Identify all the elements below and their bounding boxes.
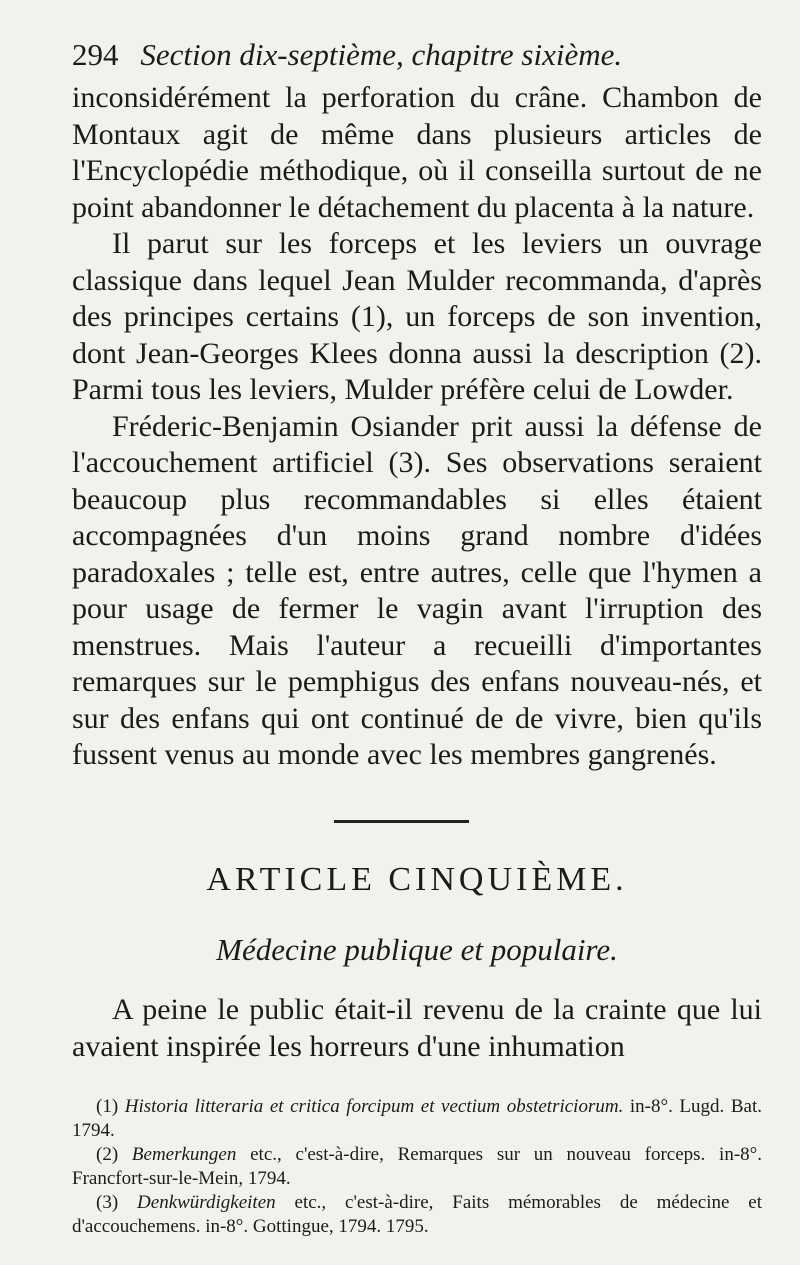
footnote-text: etc., c'est-à-dire, Faits mémorables de médecine et d'accouchemens. in-8°. Gottingue, 1794. 1795. — [72, 1192, 763, 1237]
footnote-marker: (2) — [96, 1144, 119, 1165]
article-title: ARTICLE CINQUIÈME. — [206, 861, 628, 898]
footnote-text: in-8°. Lugd. Bat. 1794. — [72, 1096, 762, 1141]
paragraph: Il parut sur les forceps et les leviers un ouvrage classique dans lequel Jean Mulder recommanda, d'après des principes certains (1), un forceps de son invention, dont Jean-Georges Klees donna aussi la description (2). Parmi tous les leviers, Mulder préfère celui de Lowder. — [72, 227, 762, 406]
footnote-title: Bemerkungen — [131, 1144, 237, 1165]
footnote — [72, 1143, 762, 1191]
footnote — [72, 1191, 762, 1239]
running-title: Section dix-septième, chapitre sixième. — [140, 37, 623, 72]
page-header — [72, 30, 732, 80]
footnote-title: Historia litteraria et critica forcipum et vectium obstetriciorum. — [124, 1096, 624, 1117]
footnote — [72, 1095, 762, 1143]
footnote-title: Denkwürdigkeiten — [137, 1192, 276, 1213]
footnote-marker: (1) — [96, 1096, 119, 1117]
footnote-text: etc., c'est-à-dire, Remarques sur un nouveau forceps. in-8°. Francfort-sur-le-Mein, 1794. — [72, 1144, 763, 1189]
paragraph: Fréderic-Benjamin Osiander prit aussi la défense de l'accouchement artificiel (3). Ses observations seraient beaucoup plus recommandables si elles étaient accompagnées d'un moins grand nombre d'idées paradoxales ; telle est, entre autres, celle que l'hymen a pour usage de fermer le vagin avant l'irruption des menstrues. Mais l'auteur a recueilli d'importantes remarques sur le pemphigus des enfans nouveau-nés, et sur des enfans qui ont continué de de vivre, bien qu'ils fussent venus au monde avec les membres gangrenés. — [72, 409, 762, 771]
article-opening-paragraph: A peine le public était-il revenu de la crainte que lui avaient inspirée les horreurs d'une inhumation — [72, 993, 762, 1063]
paragraph: inconsidérément la perforation du crâne. Chambon de Montaux agit de même dans plusieurs articles de l'Encyclopédie méthodique, où il conseilla surtout de ne point abandonner le détachement du placenta à la nature. — [72, 81, 762, 224]
footnote-marker: (3) — [96, 1192, 119, 1213]
body-text — [72, 80, 762, 774]
footnotes — [72, 1095, 762, 1239]
section-divider — [334, 820, 469, 823]
page-number: 294 — [72, 37, 119, 72]
section-subtitle: Médecine publique et populaire. — [216, 932, 618, 967]
